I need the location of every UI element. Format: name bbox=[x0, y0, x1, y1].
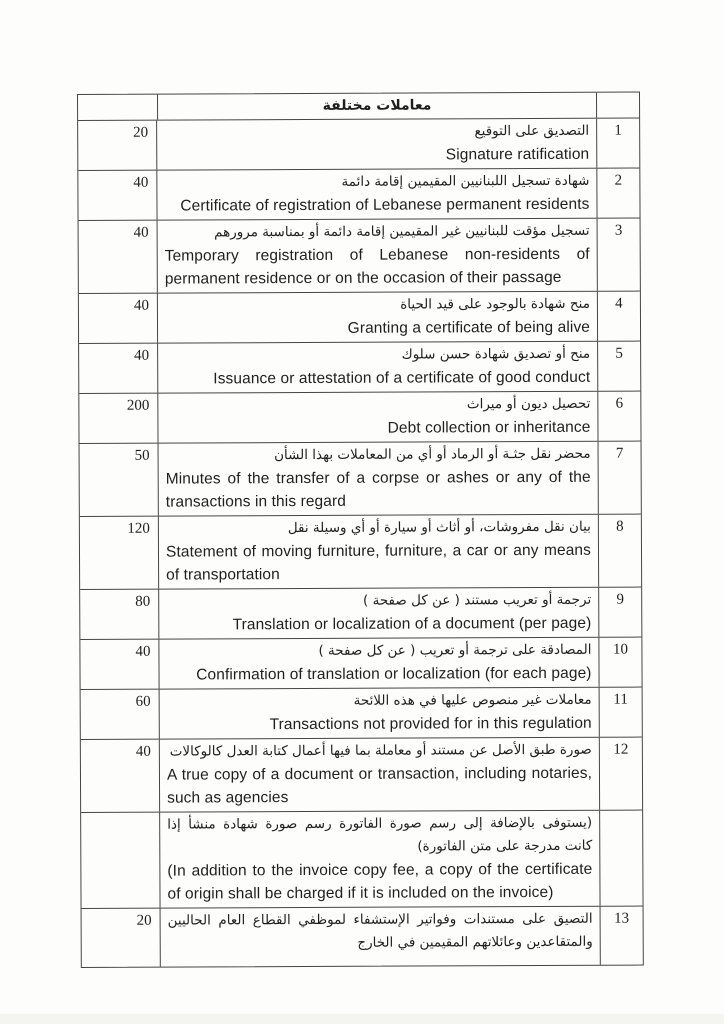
table-row bbox=[81, 811, 642, 909]
table-row bbox=[79, 392, 640, 444]
row-number-cell: 13 bbox=[614, 910, 630, 927]
fee-amount-cell: 20 bbox=[78, 121, 157, 170]
english-description-text: Statement of moving furniture, furniture, a car or any means of transportation bbox=[165, 541, 592, 584]
english-description-text: Minutes of the transfer of a corpse or ashes or any of the transactions in this regard bbox=[165, 468, 591, 511]
table-row bbox=[78, 169, 639, 221]
description-cell bbox=[159, 442, 599, 516]
table-row bbox=[80, 515, 641, 590]
table-header-row bbox=[78, 93, 639, 121]
description-cell bbox=[159, 638, 599, 689]
arabic-description-text: منح شهادة بالوجود على قيد الحياة bbox=[400, 295, 590, 313]
arabic-description-text: المصادقة على ترجمة أو تعريب ( عن كل صفحة ) bbox=[318, 641, 592, 659]
table-row bbox=[81, 738, 642, 813]
row-number-cell: 12 bbox=[613, 741, 629, 758]
row-number-cell: 3 bbox=[614, 222, 623, 239]
arabic-description-text: منح أو تصديق شهادة حسن سلوك bbox=[401, 345, 591, 363]
description-cell bbox=[157, 169, 597, 220]
arabic-description-text: ترجمة أو تعريب مستند ( عن كل صفحة ) bbox=[362, 591, 592, 609]
english-description-text: Granting a certificate of being alive bbox=[347, 318, 591, 337]
arabic-description-text: معاملات غير منصوص عليها في هذه اللائحة bbox=[353, 691, 592, 709]
english-description-text: Certificate of registration of Lebanese permanent residents bbox=[180, 195, 590, 215]
row-number-cell: 10 bbox=[612, 641, 628, 658]
description-cell bbox=[161, 907, 601, 967]
arabic-description-text: التصيق على مستندات وفواتير الإستشفاء لموظفي القطاع العام الحاليين والمتقاعدين وعائلاتهم المقيمين في الخارج bbox=[167, 910, 593, 951]
description-cell bbox=[159, 588, 599, 639]
table-row bbox=[79, 219, 640, 294]
fee-amount-cell bbox=[81, 813, 160, 908]
description-cell bbox=[158, 392, 598, 443]
english-description-text: Signature ratification bbox=[445, 145, 590, 164]
row-number-cell: 4 bbox=[615, 295, 623, 312]
fee-amount-cell: 40 bbox=[78, 171, 157, 220]
arabic-description-text: تسجيل مؤقت للبنانيين غير المقيمين إقامة دائمة أو بمناسبة مرورهم bbox=[214, 222, 590, 241]
fee-amount-cell: 60 bbox=[81, 690, 160, 739]
row-number-cell: 2 bbox=[614, 172, 623, 189]
table-title: معاملات مختلفة bbox=[157, 93, 597, 120]
fee-amount-cell: 40 bbox=[79, 344, 158, 393]
english-description-text: Debt collection or inheritance bbox=[387, 418, 591, 437]
description-cell bbox=[157, 119, 597, 170]
row-number-cell bbox=[600, 811, 642, 906]
english-description-text: A true copy of a document or transaction, including notaries, such as agencies bbox=[166, 764, 593, 807]
english-description-text: (In addition to the invoice copy fee, a copy of the certificate of origin shall be charged if it is included on the invoice) bbox=[167, 860, 593, 903]
english-description-text: Translation or localization of a document (per page) bbox=[232, 614, 592, 634]
fee-amount-cell: 80 bbox=[80, 590, 159, 639]
row-number-cell: 5 bbox=[615, 345, 623, 362]
fee-table-body bbox=[78, 119, 643, 967]
table-row bbox=[80, 588, 641, 640]
fee-amount-cell: 120 bbox=[80, 517, 159, 589]
english-description-text: Temporary registration of Lebanese non-residents of permanent residence or on the occasion of their passage bbox=[164, 245, 590, 288]
arabic-description-text: صورة طبق الأصل عن مستند أو معاملة بما فيها أعمال كتابة العدل كالوكالات bbox=[169, 741, 592, 760]
fee-amount-cell: 40 bbox=[79, 221, 158, 293]
table-row bbox=[80, 442, 641, 517]
english-description-text: Transactions not provided for in this regulation bbox=[269, 714, 592, 734]
fee-amount-cell: 40 bbox=[80, 640, 159, 689]
arabic-description-text: التصديق على التوقيع bbox=[474, 122, 590, 140]
row-number-cell: 11 bbox=[613, 691, 628, 708]
row-number-cell: 8 bbox=[616, 518, 624, 535]
consular-fees-table bbox=[77, 92, 644, 968]
table-row bbox=[81, 688, 642, 740]
description-cell bbox=[160, 738, 600, 812]
description-cell bbox=[160, 811, 600, 908]
table-row bbox=[80, 638, 641, 690]
arabic-description-text: تحصيل ديون أو ميراث bbox=[466, 395, 591, 413]
description-cell bbox=[158, 342, 598, 393]
fee-amount-cell: 50 bbox=[80, 444, 159, 516]
header-number-cell-empty bbox=[597, 93, 639, 118]
english-description-text: Confirmation of translation or localization (for each page) bbox=[196, 664, 592, 684]
description-cell bbox=[159, 515, 599, 589]
english-description-text: Issuance or attestation of a certificate of good conduct bbox=[213, 368, 591, 388]
arabic-description-text: شهادة تسجيل اللبنانيين المقيمين إقامة دائمة bbox=[341, 172, 590, 190]
table-row bbox=[78, 119, 639, 171]
table-row bbox=[79, 342, 640, 394]
arabic-description-text: بيان نقل مفروشات، أو أثاث أو سيارة أو أي وسيلة نقل bbox=[287, 518, 591, 537]
fee-amount-cell: 40 bbox=[81, 740, 160, 812]
header-fee-cell-empty bbox=[78, 95, 157, 120]
fee-amount-cell: 40 bbox=[79, 294, 158, 343]
description-cell bbox=[158, 219, 598, 293]
description-cell bbox=[158, 292, 598, 343]
row-number-cell: 6 bbox=[615, 395, 624, 412]
description-cell bbox=[160, 688, 600, 739]
arabic-description-text: (يستوفى بالإضافة إلى رسم صورة الفاتورة رسم صورة شهادة منشأ إذا كانت مدرجة على متن الفاتورة) bbox=[167, 814, 593, 855]
row-number-cell: 1 bbox=[614, 122, 622, 139]
table-row bbox=[79, 292, 640, 344]
table-row bbox=[82, 907, 643, 967]
arabic-description-text: محضر نقل جثـة أو الرماد أو أي من المعاملات بهذا الشأن bbox=[274, 445, 591, 464]
fee-amount-cell: 200 bbox=[79, 394, 158, 443]
fee-amount-cell: 20 bbox=[82, 909, 161, 967]
row-number-cell: 9 bbox=[616, 591, 624, 608]
scan-edge-artifact bbox=[0, 1014, 724, 1024]
row-number-cell: 7 bbox=[615, 445, 624, 462]
